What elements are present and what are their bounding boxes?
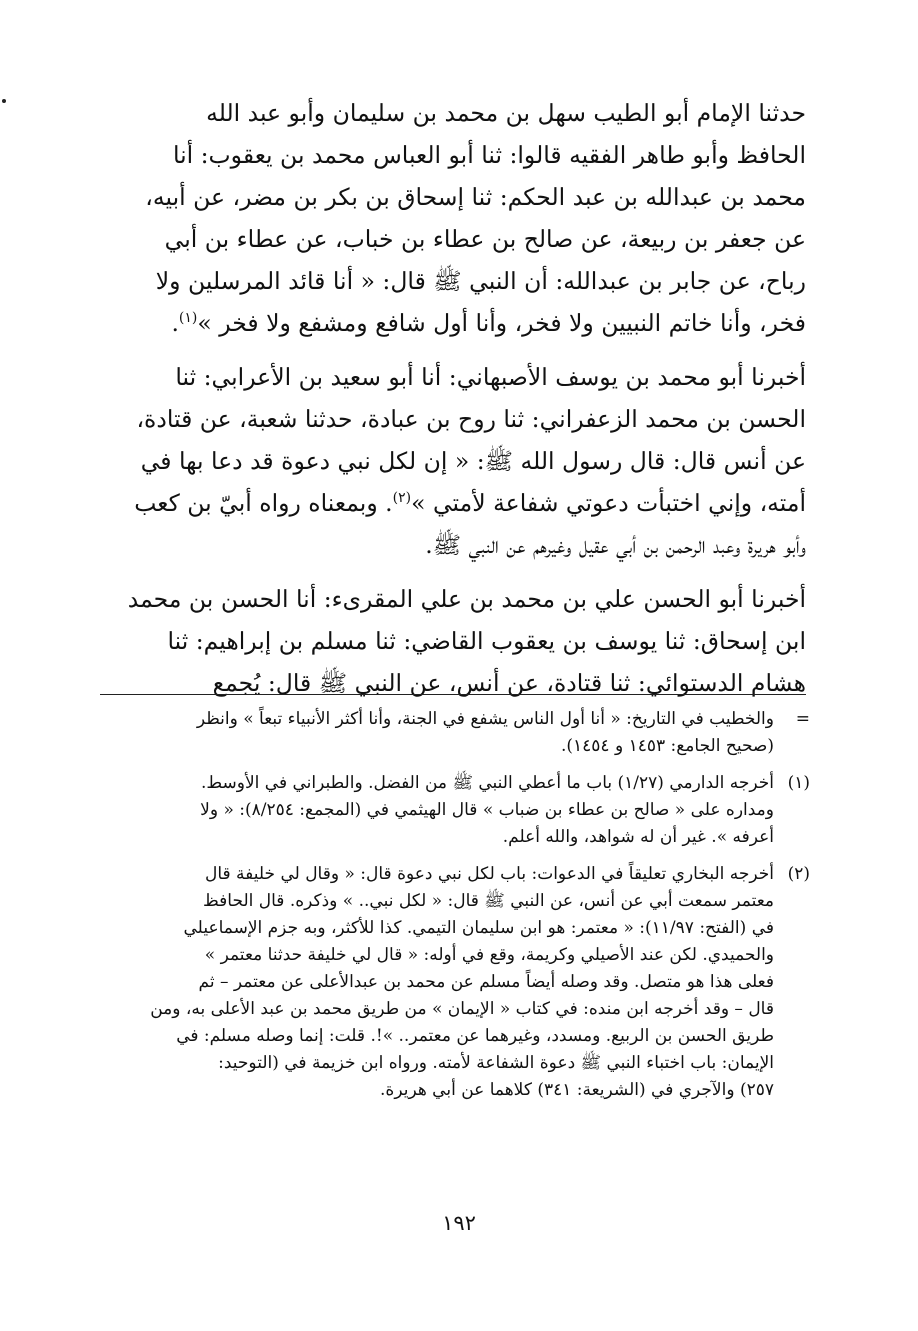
footnote-marker: (٢) xyxy=(787,864,810,884)
footnote-marker: (١) xyxy=(787,773,810,793)
text-line: حدثنا الإمام أبو الطيب سهل بن محمد بن سليمان وأبو عبد الله xyxy=(206,99,806,127)
text-line: الحافظ وأبو طاهر الفقيه قالوا: ثنا أبو العباس محمد بن يعقوب: أنا xyxy=(172,141,806,169)
margin-dot xyxy=(2,99,6,103)
text-line-with-ref: فخر، وأنا خاتم النبيين ولا فخر، وأنا أول شافع ومشفع ولا فخر »$^{(١)}$. xyxy=(171,309,806,337)
main-text xyxy=(100,92,806,704)
paragraph-3 xyxy=(100,578,806,704)
text-line: محمد بن عبدالله بن عبد الحكم: ثنا إسحاق بن بكر بن مضر، عن أبيه، xyxy=(145,183,806,211)
footnote-line: معتمر سمعت أبي عن أنس، عن النبي ﷺ قال: « لكل نبي.. » وذكره. قال الحافظ xyxy=(203,891,774,911)
text-line: ابن إسحاق: ثنا يوسف بن يعقوب القاضي: ثنا مسلم بن إبراهيم: ثنا xyxy=(167,627,806,655)
text-line-with-ref xyxy=(100,482,806,524)
footnote-line: الإيمان: باب اختباء النبي ﷺ دعوة الشفاعة لأمته. ورواه ابن خزيمة في (التوحيد: xyxy=(218,1053,774,1073)
footnote-continuation xyxy=(100,706,810,760)
footnote-line: فعلى هذا هو متصل. وقد وصله أيضاً مسلم عن محمد بن عبدالأعلى عن معتمر – ثم xyxy=(198,972,774,992)
text-line: عن أنس قال: قال رسول الله ﷺ: « إن لكل نبي دعوة قد دعا بها في xyxy=(140,447,806,475)
footnote-body xyxy=(100,861,774,1104)
footnote-2 xyxy=(100,861,810,1104)
footnotes xyxy=(100,706,810,1104)
text-line-body: أمته، وإني اختبأت دعوتي شفاعة لأمتي » xyxy=(411,489,806,517)
footnote-line: في (الفتح: ١١/٩٧): « معتمر: هو ابن سليمان التيمي. كذا للأكثر، وبه جزم الإسماعيلي xyxy=(183,918,774,938)
text-line: رباح، عن جابر بن عبدالله: أن النبي ﷺ قال: « أنا قائد المرسلين ولا xyxy=(155,267,806,295)
footnote-line: (صحيح الجامع: ١٤٥٣ و ١٤٥٤). xyxy=(560,736,774,756)
footnote-line: ومداره على « صالح بن عطاء بن ضباب » قال الهيثمي في (المجمع: ٨/٢٥٤): « ولا xyxy=(200,800,774,820)
text-line: أخبرنا أبو محمد بن يوسف الأصبهاني: أنا أبو سعيد بن الأعرابي: ثنا xyxy=(175,363,806,391)
paragraph-1 xyxy=(100,92,806,344)
footnote-marker: = xyxy=(795,709,810,729)
page-number: ١٩٢ xyxy=(442,1211,476,1235)
text-line-tail: . وبمعناه رواه أبيّ بن كعب xyxy=(134,489,393,517)
text-line-body: فخر، وأنا خاتم النبيين ولا فخر، وأنا أول شافع ومشفع ولا فخر » xyxy=(197,309,806,337)
text-line: أخبرنا أبو الحسن علي بن محمد بن علي المقرىء: أنا الحسن بن محمد xyxy=(127,585,806,613)
text-line: هشام الدستوائي: ثنا قتادة، عن أنس، عن النبي ﷺ قال: يُجمع xyxy=(212,669,806,697)
paragraph-2 xyxy=(100,356,806,566)
text-line: عن جعفر بن ربيعة، عن صالح بن عطاء بن خباب، عن عطاء بن أبي xyxy=(164,225,806,253)
footnote-body xyxy=(100,706,774,760)
footnote-ref-2[interactable]: (٢) xyxy=(392,490,412,507)
footnote-line: والخطيب في التاريخ: « أنا أول الناس يشفع في الجنة، وأنا أكثر الأنبياء تبعاً » وانظر xyxy=(196,709,774,729)
text-line: وأبو هريرة وعبد الرحمن بن أبي عقيل وغيرهم عن النبي ﷺ. xyxy=(425,531,806,559)
footnote-line: قال – وقد أخرجه ابن منده: في كتاب « الإيمان » من طريق محمد بن عبد الأعلى به، ومن xyxy=(150,999,774,1019)
footnote-line: والحميدي. لكن عند الأصيلي وكريمة، وقع في أوله: « قال لي خليفة حدثنا معتمر » xyxy=(204,945,774,965)
footnote-ref-1[interactable]: (١) xyxy=(178,310,198,327)
footnote-line: طريق الحسن بن الربيع. ومسدد، وغيرهما عن معتمر.. »!. قلت: إنما وصله مسلم: في xyxy=(176,1026,774,1046)
footnote-line: ٢٥٧) والآجري في (الشريعة: ٣٤١) كلاهما عن أبي هريرة. xyxy=(380,1080,774,1100)
text-line: الحسن بن محمد الزعفراني: ثنا روح بن عبادة، حدثنا شعبة، عن قتادة، xyxy=(136,405,806,433)
footnote-line: أخرجه الدارمي (١/٢٧) باب ما أعطي النبي ﷺ من الفضل. والطبراني في الأوسط. xyxy=(200,773,774,793)
footnote-line: أعرفه ». غير أن له شواهد، والله أعلم. xyxy=(502,827,774,847)
footnote-line: أخرجه البخاري تعليقاً في الدعوات: باب لكل نبي دعوة قال: « وقال لي خليفة قال xyxy=(205,864,774,884)
footnote-separator xyxy=(100,694,806,695)
footnote-1 xyxy=(100,770,810,851)
footnote-body xyxy=(100,770,774,851)
